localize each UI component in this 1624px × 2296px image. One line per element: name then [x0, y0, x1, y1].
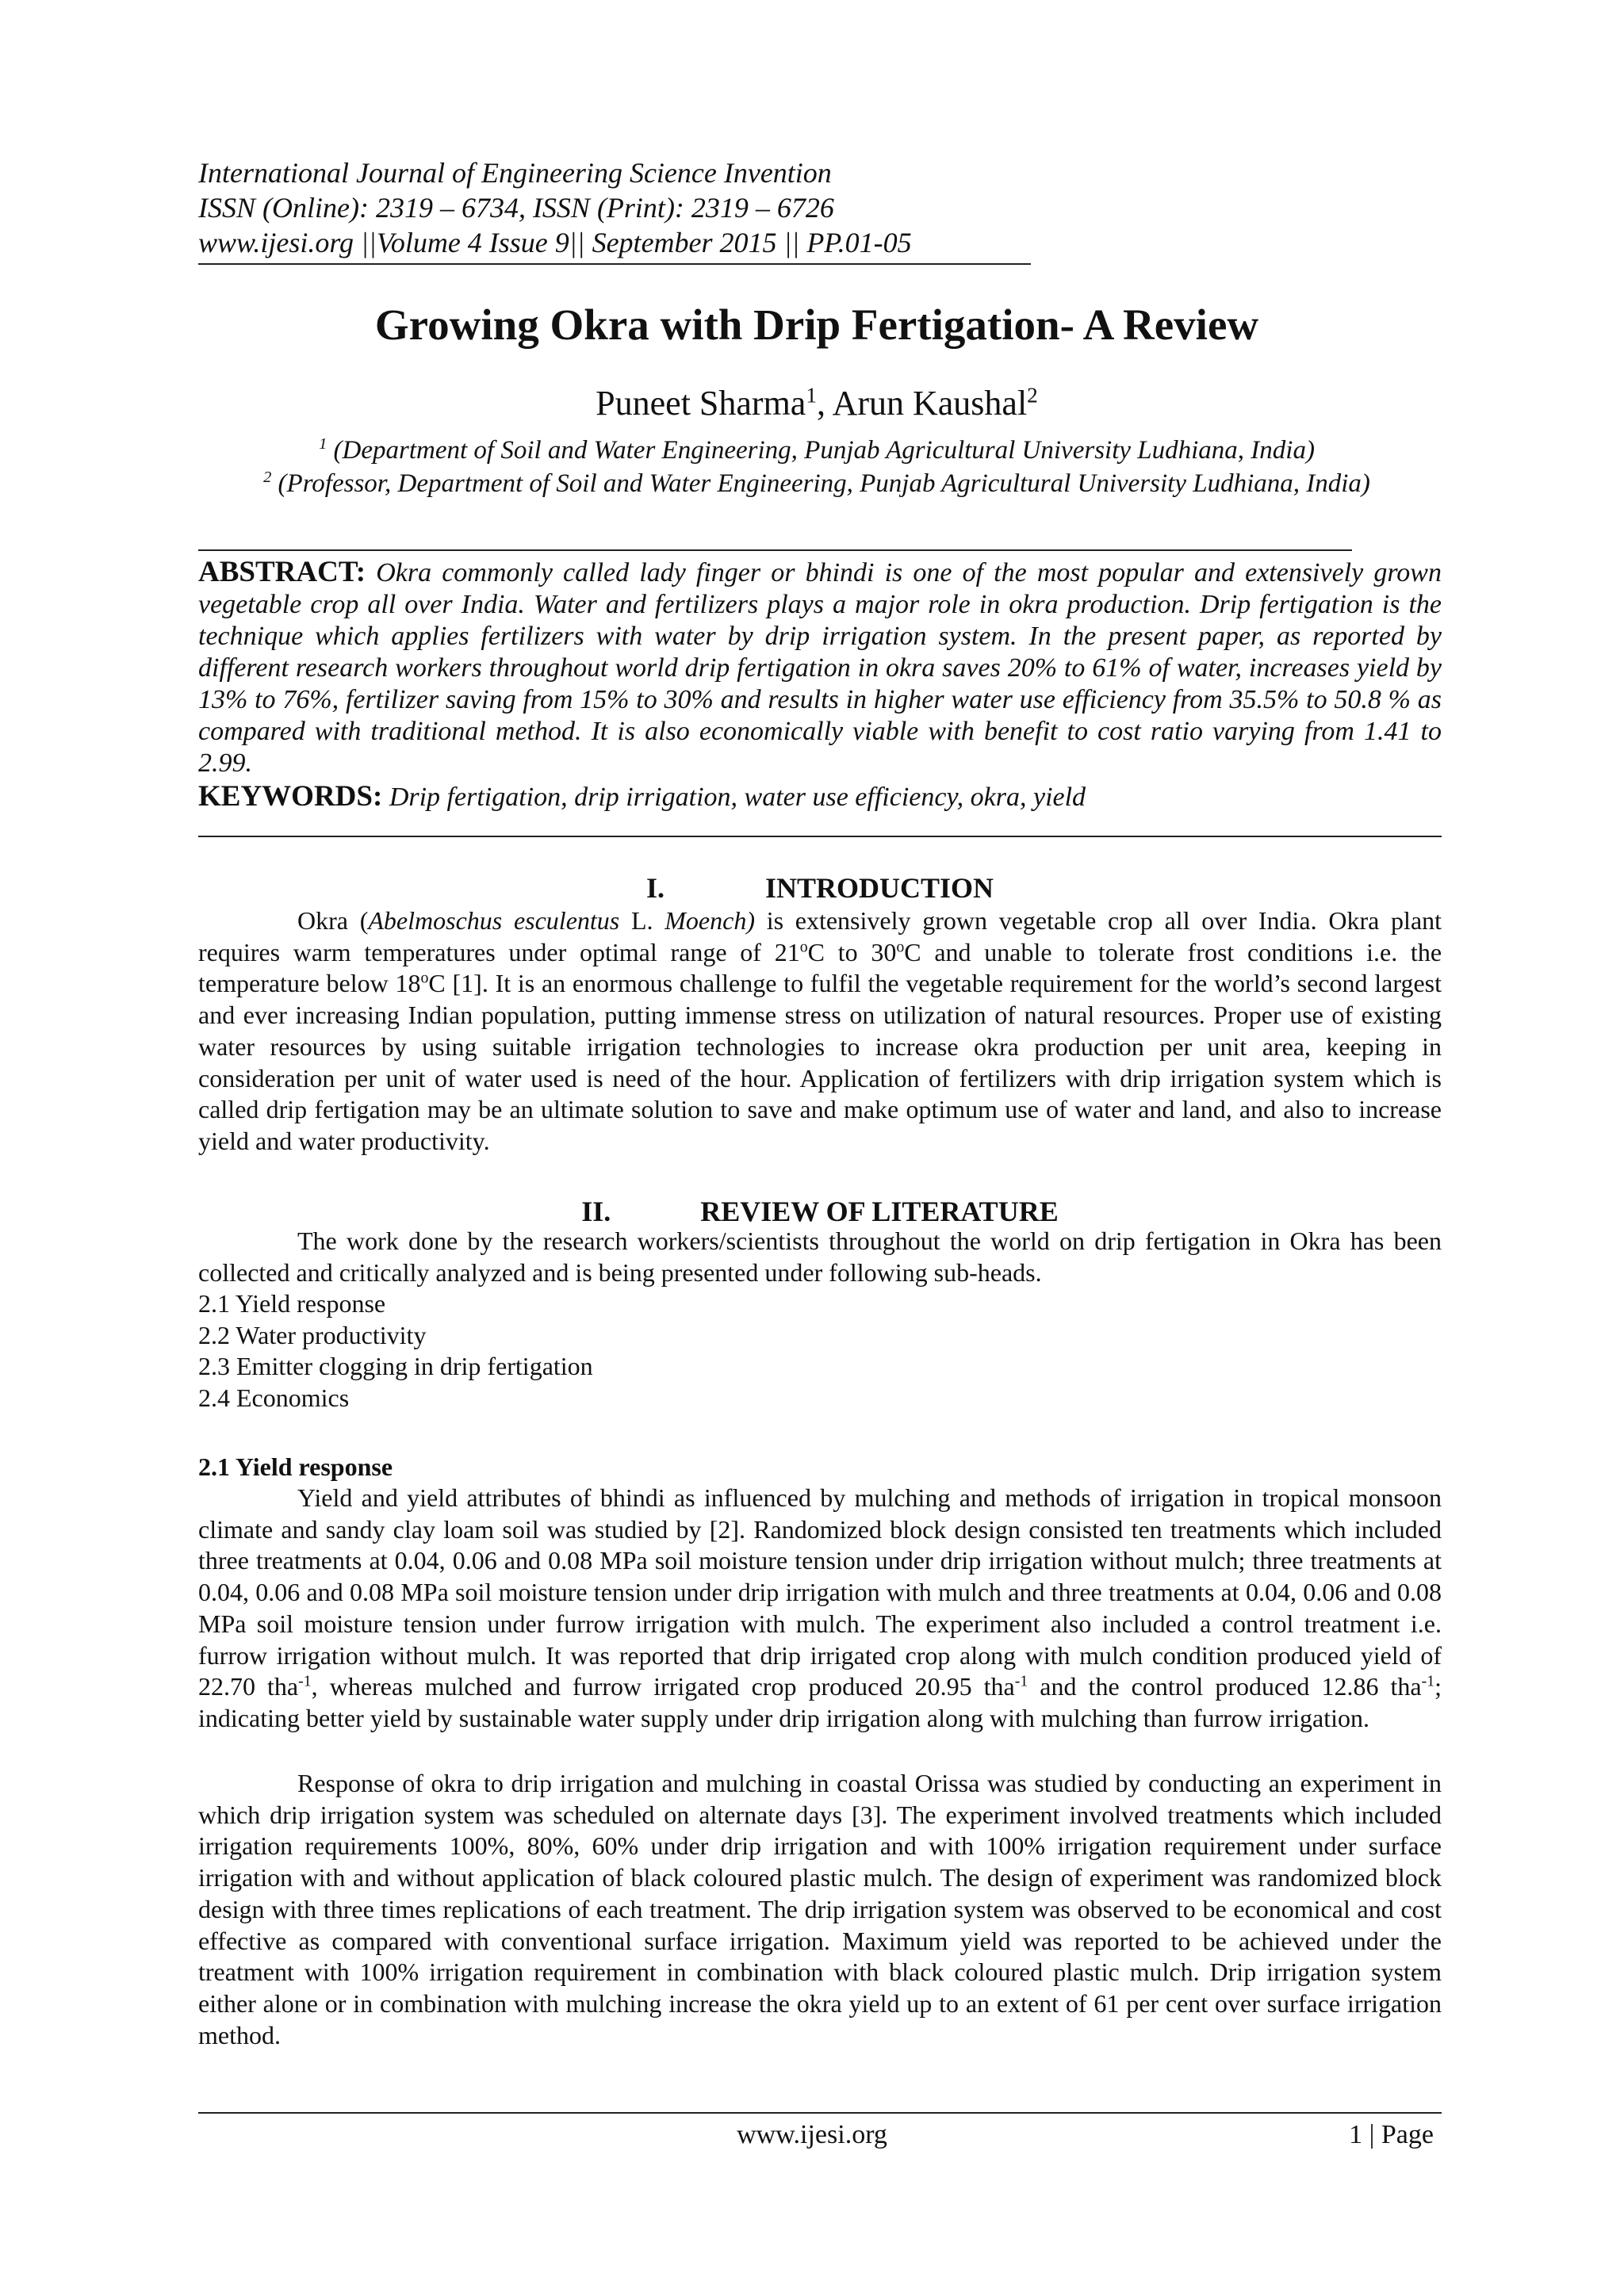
abstract-top-rule: [198, 549, 1352, 551]
scientific-name: Moench): [665, 906, 755, 935]
paper-title: Growing Okra with Drip Fertigation- A Review: [374, 300, 1259, 349]
header-divider: [198, 263, 1031, 265]
author-name: Puneet Sharma: [596, 384, 806, 423]
journal-volume-line: www.ijesi.org ||Volume 4 Issue 9|| September 2015 || PP.01-05: [198, 227, 912, 258]
keywords: [198, 781, 1442, 813]
text-run: L.: [619, 906, 665, 935]
text-run: and the control produced 12.86 tha: [1028, 1672, 1422, 1701]
review-paragraph: The work done by the research workers/scientists throughout the world on drip fertigation in Okra has been collected and critically analyzed and is being presented under following sub-heads.: [198, 1226, 1442, 1287]
keywords-text: Drip fertigation, drip irrigation, water use efficiency, okra, yield: [382, 783, 1086, 812]
text-run: C [1]. It is an enormous challenge to fulfil the vegetable requirement for the world’s second largest and ever increasing Indian population, putting immense stress on utilization of natural resources. Proper use of existing water resources by using suitable irrigation technologies to increase okra production per unit area, keeping in consideration per unit of water used is need of the hour. Application of fertilizers with drip irrigation system which is called drip fertigation may be an ultimate solution to save and make optimum use of water and land, and also to increase yield and water productivity.: [198, 969, 1442, 1155]
affiliation-superscript: 1: [319, 435, 327, 453]
journal-header: [198, 155, 1071, 260]
unit-superscript: -1: [1421, 1672, 1435, 1690]
section-title: REVIEW OF LITERATURE: [700, 1196, 1059, 1227]
affiliation-superscript: 2: [263, 469, 272, 486]
degree-superscript: o: [896, 938, 905, 956]
journal-name: International Journal of Engineering Science Invention: [198, 157, 832, 189]
abstract-label: ABSTRACT:: [198, 556, 366, 588]
author-superscript: 2: [1027, 383, 1038, 408]
section-heading-introduction: [198, 871, 1442, 905]
section-heading-review: [198, 1194, 1442, 1229]
page-number: 1 | Page: [1349, 2120, 1434, 2149]
section-number: II.: [581, 1196, 611, 1227]
unit-superscript: -1: [298, 1672, 312, 1690]
subhead-item: 2.1 Yield response: [198, 1289, 386, 1318]
footer-website[interactable]: www.ijesi.org: [737, 2120, 887, 2149]
affiliation-text: (Department of Soil and Water Engineering, Punjab Agricultural University Ludhiana, India): [327, 436, 1315, 465]
author-separator: ,: [816, 384, 833, 423]
degree-superscript: o: [799, 938, 808, 956]
text-run: C to 30: [807, 937, 897, 966]
text-run: Yield and yield attributes of bhindi as influenced by mulching and methods of irrigation in tropical monsoon climate and sandy clay loam soil was studied by [2]. Randomized block design consisted ten treatments which included three treatments at 0.04, 0.06 and 0.08 MPa soil moisture tension under drip irrigation without mulch; three treatments at 0.04, 0.06 and 0.08 MPa soil moisture tension under drip irrigation with mulch and three treatments at 0.04, 0.06 and 0.08 MPa soil moisture tension under furrow irrigation with mulch. The experiment also included a control treatment i.e. furrow irrigation without mulch. It was reported that drip irrigated crop along with mulch condition produced yield of 22.70 tha: [198, 1483, 1442, 1701]
journal-issn: ISSN (Online): 2319 – 6734, ISSN (Print): 2319 – 6726: [198, 192, 834, 224]
text-run: Okra (: [297, 906, 369, 935]
section-title: INTRODUCTION: [764, 872, 994, 904]
abstract-bottom-rule: [198, 836, 1442, 837]
degree-superscript: o: [420, 969, 429, 987]
subhead-list: [198, 1288, 991, 1414]
introduction-paragraph: [198, 905, 1442, 1158]
scientific-name: Abelmoschus esculentus: [368, 906, 620, 935]
unit-superscript: -1: [1014, 1672, 1028, 1690]
subsection-heading-yield: 2.1 Yield response: [198, 1452, 393, 1481]
footer-divider: [198, 2112, 1442, 2114]
yield-paragraph-2: Response of okra to drip irrigation and mulching in coastal Orissa was studied by conducting an experiment in which drip irrigation system was scheduled on alternate days [3]. The experiment involved treatments which included irrigation requirements 100%, 80%, 60% under drip irrigation and with 100% irrigation requirement under surface irrigation with and without application of black coloured plastic mulch. The design of experiment was randomized block design with three times replications of each treatment. The drip irrigation system was observed to be economical and cost effective as compared with conventional surface irrigation. Maximum yield was reported to be achieved under the treatment with 100% irrigation requirement in combination with black coloured plastic mulch. Drip irrigation system either alone or in combination with mulching increase the okra yield up to an extent of 61 per cent over surface irrigation method.: [198, 1769, 1442, 2049]
keywords-label: KEYWORDS:: [198, 780, 383, 813]
author-superscript: 1: [806, 383, 817, 408]
abstract: [198, 557, 1442, 779]
yield-paragraph-1: [198, 1483, 1442, 1735]
author-line: [198, 382, 1435, 425]
text-run: , whereas mulched and furrow irrigated crop produced 20.95 tha: [311, 1672, 1015, 1701]
subhead-item: 2.4 Economics: [198, 1383, 350, 1413]
text-run: ; indicating better yield by sustainable water supply under drip irrigation along with mulching than furrow irrigation.: [198, 1672, 1442, 1732]
text-run: is extensively grown vegetable crop all over India. Okra plant requires warm temperatures under optimal range of 21: [198, 906, 1442, 966]
affiliation-2: [198, 468, 1435, 499]
author-name: Arun Kaushal: [832, 384, 1028, 423]
affiliation-text: (Professor, Department of Soil and Water Engineering, Punjab Agricultural University Ludhiana, India): [271, 469, 1370, 498]
subhead-item: 2.3 Emitter clogging in drip fertigation: [198, 1352, 593, 1381]
subhead-item: 2.2 Water productivity: [198, 1320, 427, 1349]
text-run: C and unable to tolerate frost conditions i.e. the temperature below 18: [198, 937, 1442, 998]
affiliation-1: [198, 434, 1435, 466]
section-number: I.: [645, 872, 665, 904]
abstract-text: Okra commonly called lady finger or bhindi is one of the most popular and extensively grown vegetable crop all over India. Water and fertilizers plays a major role in okra production. Drip fertigation is the technique which applies fertilizers with water by drip irrigation system. In the present paper, as reported by different research workers throughout world drip fertigation in okra saves 20% to 61% of water, increases yield by 13% to 76%, fertilizer saving from 15% to 30% and results in higher water use efficiency from 35.5% to 50.8 % as compared with traditional method. It is also economically viable with benefit to cost ratio varying from 1.41 to 2.99.: [198, 558, 1442, 778]
